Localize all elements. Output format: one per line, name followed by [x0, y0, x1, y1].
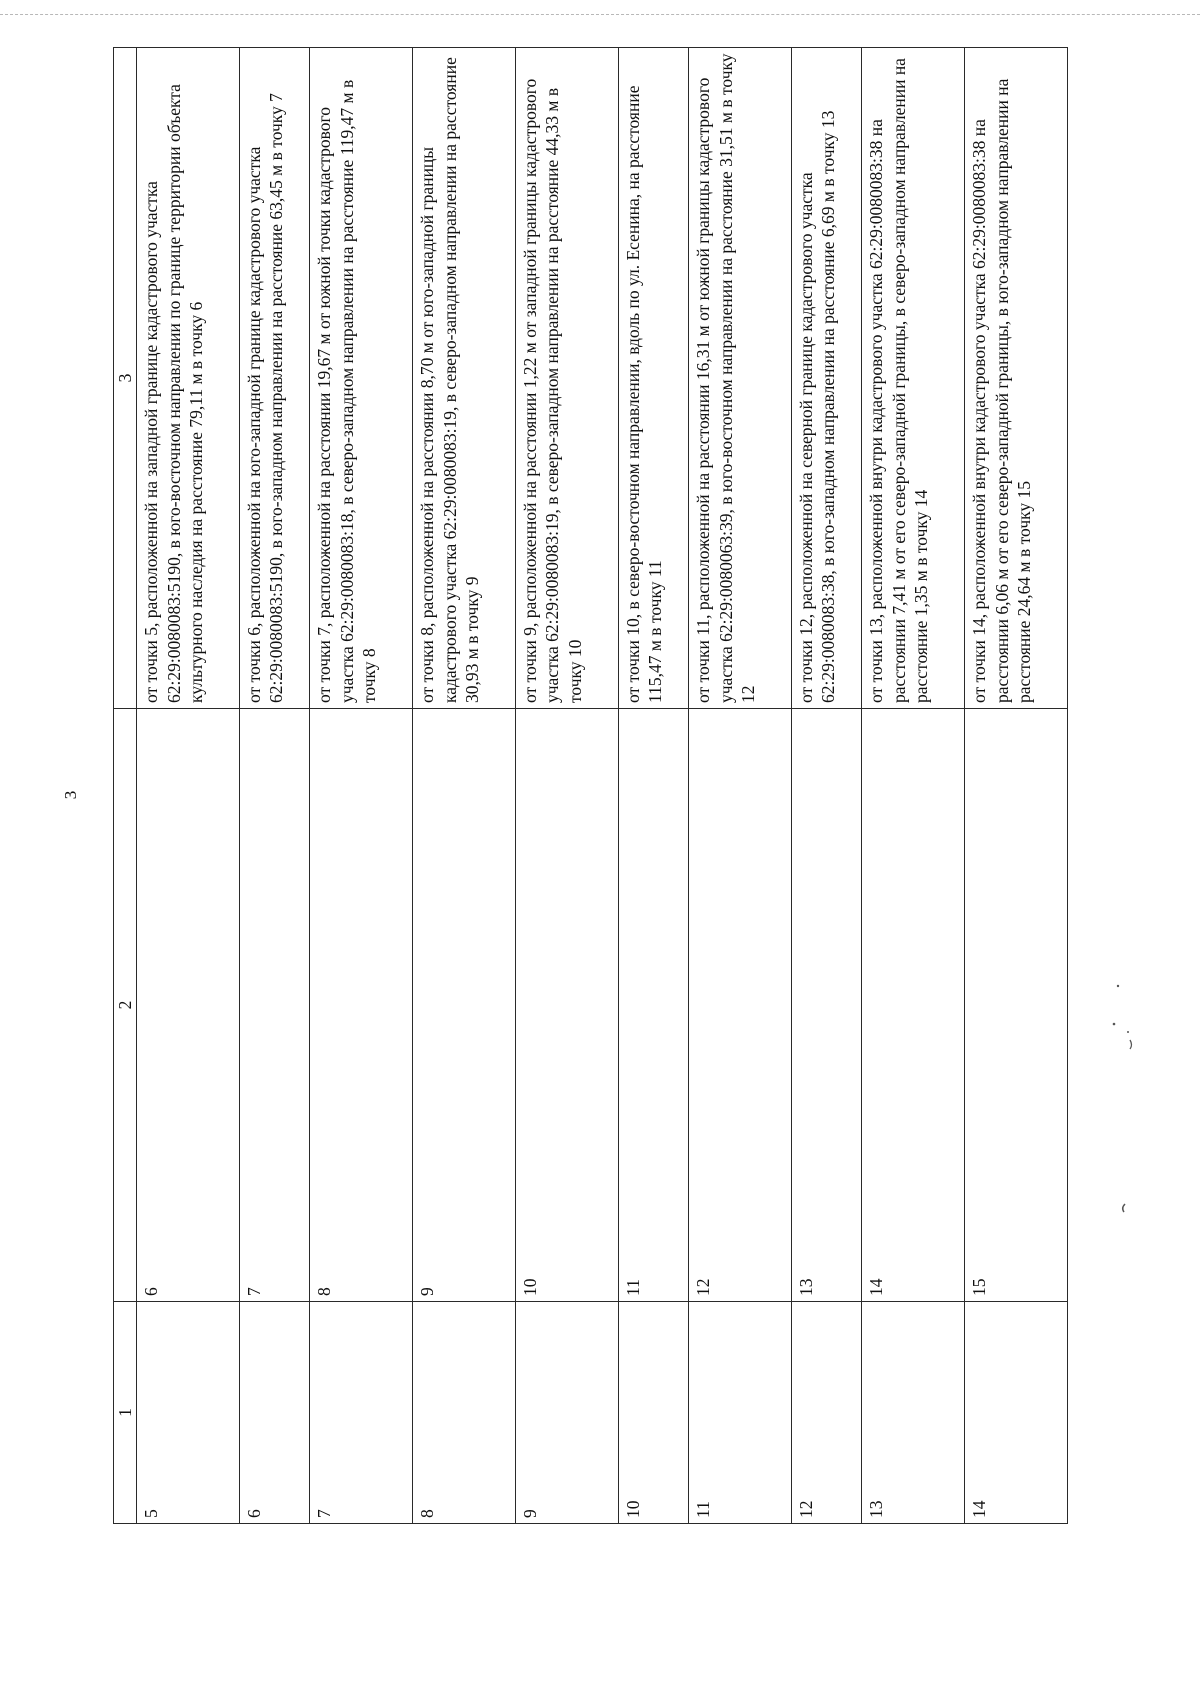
cell-from-point: 10 — [618, 1302, 688, 1524]
description-text: от точки 9, расположенной на расстоянии 1,22 м от западной границы кадастрового участка 62:29:0080083:19, в северо-западном направлении на расстояние 44,33 м в точку 10 — [519, 78, 585, 703]
cell-to-point: 13 — [791, 709, 861, 1302]
table-row — [413, 48, 516, 1524]
description-text: от точки 12, расположенной на северной границе кадастрового участка 62:29:0080083:38, в юго-западном направлении на расстояние 6,69 м в точку 13 — [795, 110, 839, 703]
table-row — [239, 48, 309, 1524]
cell-description — [239, 48, 309, 709]
cell-description — [862, 48, 965, 709]
header-col-1: 1 — [114, 1302, 137, 1524]
cell-description — [618, 48, 688, 709]
table-row — [310, 48, 413, 1524]
cell-from-point: 11 — [689, 1302, 792, 1524]
cell-from-point: 12 — [791, 1302, 861, 1524]
header-col-3: 3 — [114, 48, 137, 709]
description-text: от точки 6, расположенной на юго-западной границе кадастрового участка 62:29:0080083:5190, в юго-западном направлении на расстояние 63,45 м в точку 7 — [243, 93, 287, 703]
cell-to-point: 9 — [413, 709, 516, 1302]
scan-edge-line — [0, 14, 1200, 15]
cell-description — [689, 48, 792, 709]
table-row — [862, 48, 965, 1524]
cell-description — [310, 48, 413, 709]
cell-description — [515, 48, 618, 709]
table-row — [791, 48, 861, 1524]
table-row — [965, 48, 1068, 1524]
description-text: от точки 5, расположенной на западной границе кадастрового участка 62:29:0080083:5190, в юго-восточном направлении по границе территории объекта культурного наследия на расстояние 79,11 м в точку 6 — [141, 84, 206, 703]
cell-to-point: 6 — [137, 709, 240, 1302]
table-row — [689, 48, 792, 1524]
cell-to-point: 15 — [965, 709, 1068, 1302]
table-header-row — [114, 48, 137, 1524]
cell-to-point: 10 — [515, 709, 618, 1302]
cell-from-point: 14 — [965, 1302, 1068, 1524]
cell-from-point: 8 — [413, 1302, 516, 1524]
cell-from-point: 6 — [239, 1302, 309, 1524]
cell-from-point: 9 — [515, 1302, 618, 1524]
cell-from-point: 7 — [310, 1302, 413, 1524]
boundary-description-table — [113, 47, 1068, 1524]
cell-to-point: 11 — [618, 709, 688, 1302]
cell-description — [965, 48, 1068, 709]
description-text: от точки 8, расположенной на расстоянии 8,70 м от юго-западной границы кадастрового участка 62:29:0080083:19, в северо-западном направлении на расстояние 30,93 м в точку 9 — [417, 57, 483, 703]
cell-to-point: 12 — [689, 709, 792, 1302]
description-text: от точки 13, расположенной внутри кадастрового участка 62:29:0080083:38 на расстоянии 7,41 м от его северо-западной границы, в северо-западном направлении на расстояние 1,35 м в точку 14 — [866, 58, 932, 703]
description-text: от точки 7, расположенной на расстоянии 19,67 м от южной точки кадастрового участка 62:29:0080083:18, в северо-западном направлении на расстояние 119,47 м в точку 8 — [314, 79, 380, 703]
cell-from-point: 13 — [862, 1302, 965, 1524]
table-row — [515, 48, 618, 1524]
description-text: от точки 14, расположенной внутри кадастрового участка 62:29:0080083:38 на расстоянии 6,06 м от его северо-западной границы, в юго-западном направлении на расстояние 24,64 м в точку 15 — [969, 78, 1035, 703]
cell-from-point: 5 — [137, 1302, 240, 1524]
cell-description — [413, 48, 516, 709]
cell-description — [791, 48, 861, 709]
cell-to-point: 8 — [310, 709, 413, 1302]
page-number: 3 — [61, 790, 80, 800]
header-col-2: 2 — [114, 709, 137, 1302]
table-row — [618, 48, 688, 1524]
boundary-table-rotated — [113, 48, 1068, 1524]
cell-description — [137, 48, 240, 709]
description-text: от точки 10, в северо-восточном направлении, вдоль по ул. Есенина, на расстояние 115,47 м в точку 11 — [622, 85, 666, 703]
cell-to-point: 14 — [862, 709, 965, 1302]
table-row — [137, 48, 240, 1524]
scan-specks — [1110, 980, 1170, 1220]
description-text: от точки 11, расположенной на расстоянии 16,31 м от южной границы кадастрового участка 62:29:0080063:39, в юго-восточном направлении на расстояние 31,51 м в точку 12 — [693, 53, 759, 703]
cell-to-point: 7 — [239, 709, 309, 1302]
